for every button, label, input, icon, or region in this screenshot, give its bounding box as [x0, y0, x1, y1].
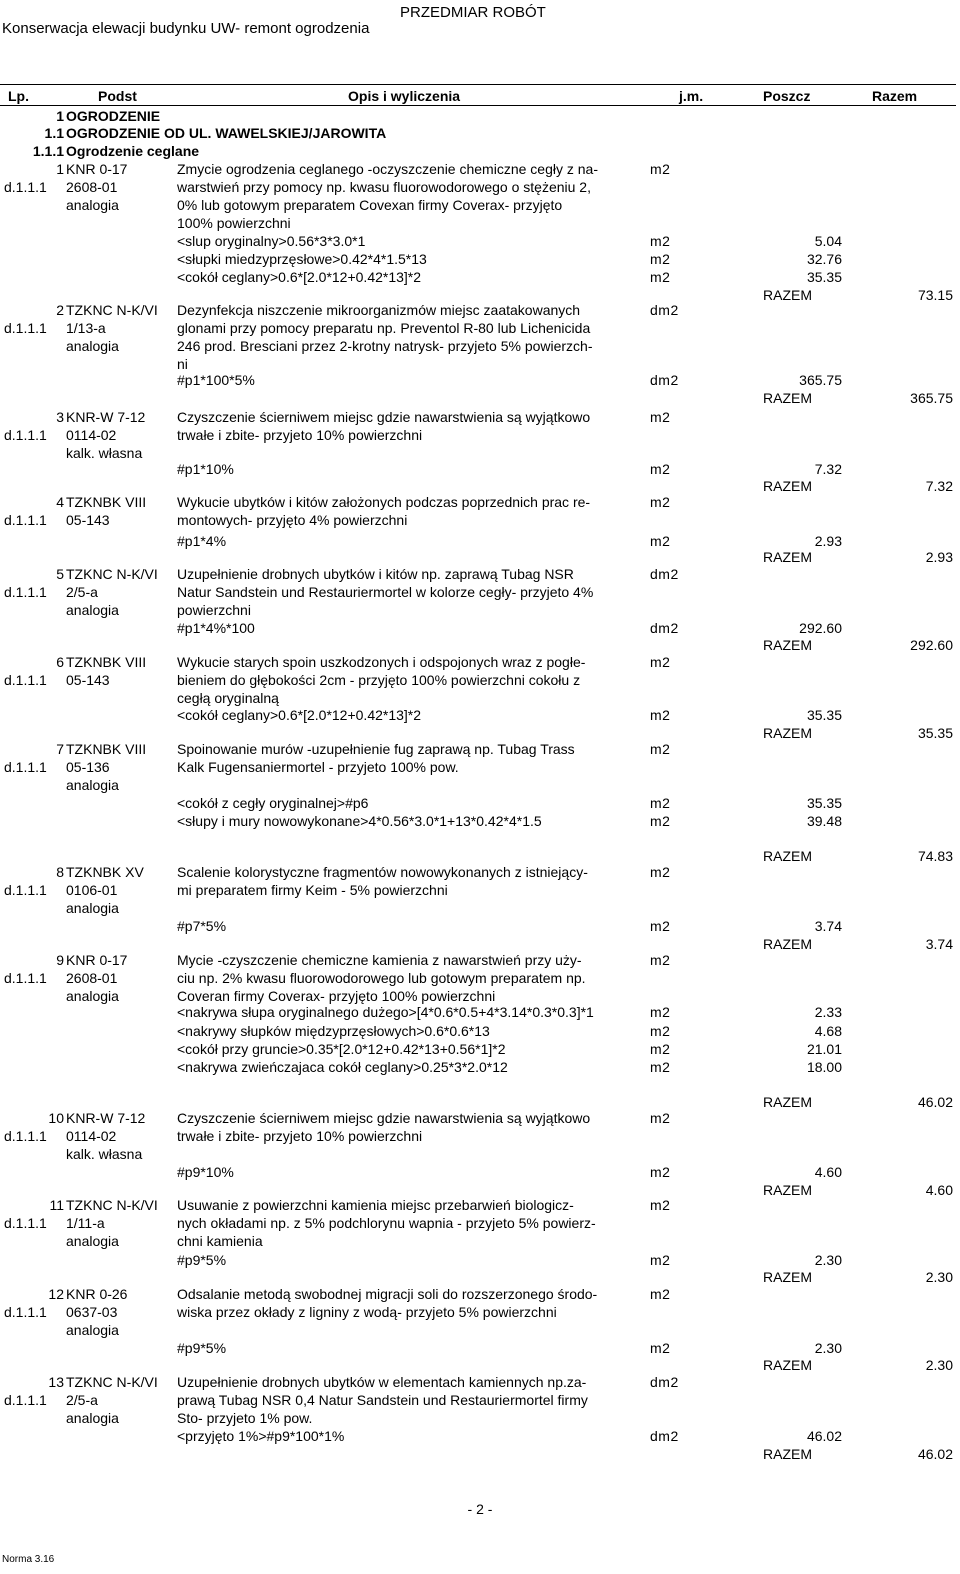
calculation-formula: <cokół ceglany>0.6*[2.0*12+0.42*13]*2 — [177, 269, 422, 285]
calculation-formula: #p9*5% — [177, 1252, 227, 1268]
item-chapter-code: d.1.1.1 — [4, 512, 47, 528]
item-unit: m2 — [650, 1286, 671, 1302]
item-basis-line: KNR-W 7-12 — [66, 1110, 146, 1126]
calculation-unit: dm2 — [650, 1428, 679, 1444]
item-unit: m2 — [650, 494, 671, 510]
razem-label: RAZEM — [763, 848, 812, 864]
razem-label: RAZEM — [763, 1446, 812, 1462]
item-description-line: chni kamienia — [177, 1233, 263, 1249]
item-basis-line: analogia — [66, 1233, 119, 1249]
calculation-formula: #p1*4% — [177, 533, 227, 549]
item-description-line: Kalk Fugensaniermortel - przyjeto 100% pow. — [177, 759, 459, 775]
calculation-unit: m2 — [650, 251, 671, 267]
calculation-formula: #p9*5% — [177, 1340, 227, 1356]
calculation-value: 39.48 — [806, 813, 842, 829]
item-basis-line: TZKNC N-K/VI — [66, 1374, 158, 1390]
calculation-value: 2.30 — [814, 1340, 842, 1356]
item-number: 5 — [56, 566, 64, 582]
item-basis-line: KNR-W 7-12 — [66, 409, 146, 425]
item-total: 74.83 — [917, 848, 953, 864]
item-number: 11 — [49, 1197, 64, 1213]
calculation-value: 2.30 — [814, 1252, 842, 1268]
item-basis-line: 0106-01 — [66, 882, 118, 898]
item-chapter-code: d.1.1.1 — [4, 970, 47, 986]
item-basis-line: analogia — [66, 1410, 119, 1426]
item-number: 3 — [56, 409, 64, 425]
calculation-formula: #p9*10% — [177, 1164, 234, 1180]
razem-label: RAZEM — [763, 287, 812, 303]
item-total: 4.60 — [925, 1182, 953, 1198]
item-description-line: nych okładami np. z 5% podchlorynu wapnia - przyjeto 5% powierz- — [177, 1215, 596, 1231]
item-basis-line: analogia — [66, 900, 119, 916]
item-number: 9 — [56, 952, 64, 968]
calculation-value: 21.01 — [806, 1041, 842, 1057]
item-basis-line: KNR 0-17 — [66, 952, 128, 968]
item-description-line: prawą Tubag NSR 0,4 Natur Sandstein und Restauriermortel firmy — [177, 1392, 588, 1408]
col-header-razem: Razem — [872, 88, 918, 104]
calculation-formula: #p1*4%*100 — [177, 620, 255, 636]
item-basis-line: TZKNBK VIII — [66, 494, 147, 510]
calculation-value: 2.93 — [814, 533, 842, 549]
item-chapter-code: d.1.1.1 — [4, 1304, 47, 1320]
document-type: PRZEDMIAR ROBÓT — [400, 4, 546, 21]
calculation-value: 5.04 — [814, 233, 842, 249]
item-basis-line: kalk. własna — [66, 445, 143, 461]
item-basis-line: 0637-03 — [66, 1304, 118, 1320]
item-chapter-code: d.1.1.1 — [4, 882, 47, 898]
col-header-lp: Lp. — [8, 88, 29, 104]
section-number: 1.1 — [44, 125, 64, 141]
item-chapter-code: d.1.1.1 — [4, 672, 47, 688]
item-total: 46.02 — [917, 1446, 953, 1462]
calculation-formula: <słupy i mury nowowykonane>4*0.56*3.0*1+13*0.42*4*1.5 — [177, 813, 542, 829]
razem-label: RAZEM — [763, 725, 812, 741]
item-description-line: Usuwanie z powierzchni kamienia miejsc przebarwień biologicz- — [177, 1197, 574, 1213]
item-description-line: powierzchni — [177, 602, 251, 618]
norma-version: Norma 3.16 — [2, 1554, 55, 1565]
item-description-line: Sto- przyjeto 1% pow. — [177, 1410, 313, 1426]
calculation-value: 2.33 — [814, 1004, 842, 1020]
item-description-line: Czyszczenie ścierniwem miejsc gdzie nawarstwienia są wyjątkowo — [177, 409, 591, 425]
item-number: 7 — [56, 741, 64, 757]
item-chapter-code: d.1.1.1 — [4, 179, 47, 195]
calculation-value: 35.35 — [806, 269, 842, 285]
calculation-unit: dm2 — [650, 620, 679, 636]
item-description-line: Czyszczenie ścierniwem miejsc gdzie nawarstwienia są wyjątkowo — [177, 1110, 591, 1126]
document-title: Konserwacja elewacji budynku UW- remont ogrodzenia — [2, 20, 370, 37]
item-number: 4 — [56, 494, 64, 510]
item-unit: m2 — [650, 952, 671, 968]
calculation-formula: #p7*5% — [177, 918, 227, 934]
item-basis-line: KNR 0-17 — [66, 161, 128, 177]
item-total: 7.32 — [925, 478, 953, 494]
item-description-line: bieniem do głębokości 2cm - przyjęto 100% powierzchni cokołu z — [177, 672, 581, 688]
item-number: 1 — [56, 161, 64, 177]
item-description-line: 246 prod. Bresciani przez 2-krotny natrysk- przyjeto 5% powierzch- — [177, 338, 593, 354]
calculation-value: 46.02 — [806, 1428, 842, 1444]
item-unit: m2 — [650, 1110, 671, 1126]
calculation-unit: m2 — [650, 233, 671, 249]
item-chapter-code: d.1.1.1 — [4, 759, 47, 775]
calculation-value: 365.75 — [799, 372, 842, 388]
razem-label: RAZEM — [763, 637, 812, 653]
calculation-value: 18.00 — [806, 1059, 842, 1075]
item-total: 365.75 — [910, 390, 953, 406]
item-chapter-code: d.1.1.1 — [4, 427, 47, 443]
header-rule-bottom — [0, 105, 956, 106]
item-description-line: trwałe i zbite- przyjeto 10% powierzchni — [177, 427, 423, 443]
page-number: - 2 - — [467, 1501, 493, 1517]
item-description-line: Uzupełnienie drobnych ubytków i kitów np. zaprawą Tubag NSR — [177, 566, 574, 582]
item-basis-line: 0114-02 — [66, 1128, 117, 1144]
item-description-line: Spoinowanie murów -uzupełnienie fug zaprawą np. Tubag Trass — [177, 741, 575, 757]
item-number: 2 — [56, 302, 64, 318]
calculation-unit: m2 — [650, 918, 671, 934]
item-basis-line: 2608-01 — [66, 179, 118, 195]
razem-label: RAZEM — [763, 1357, 812, 1373]
calculation-unit: m2 — [650, 1023, 671, 1039]
calculation-unit: m2 — [650, 1059, 671, 1075]
calculation-unit: m2 — [650, 1041, 671, 1057]
col-header-jm: j.m. — [679, 88, 704, 104]
item-description-line: Wykucie starych spoin uszkodzonych i odspojonych wraz z pogłe- — [177, 654, 586, 670]
item-description-line: wiska przez okłady z ligniny z wodą- przyjeto 5% powierzchni — [177, 1304, 557, 1320]
section-number: 1.1.1 — [32, 143, 64, 159]
item-total: 292.60 — [910, 637, 953, 653]
calculation-unit: m2 — [650, 813, 671, 829]
item-number: 13 — [48, 1374, 64, 1390]
item-description-line: montowych- przyjęto 4% powierzchni — [177, 512, 408, 528]
item-description-line: Natur Sandstein und Restauriermortel w kolorze cegły- przyjeto 4% — [177, 584, 594, 600]
col-header-poszcz: Poszcz — [763, 88, 811, 104]
calculation-value: 4.60 — [814, 1164, 842, 1180]
calculation-formula: <przyjęto 1%>#p9*100*1% — [177, 1428, 345, 1444]
item-total: 35.35 — [917, 725, 953, 741]
calculation-unit: m2 — [650, 707, 671, 723]
item-basis-line: analogia — [66, 988, 119, 1004]
item-basis-line: TZKNC N-K/VI — [66, 566, 158, 582]
item-basis-line: TZKNC N-K/VI — [66, 302, 158, 318]
item-total: 46.02 — [917, 1094, 953, 1110]
item-description-line: Uzupełnienie drobnych ubytków w elementach kamiennych np.za- — [177, 1374, 587, 1390]
item-description-line: mi preparatem firmy Keim - 5% powierzchni — [177, 882, 448, 898]
calculation-formula: <nakrywy słupków międzyprzęsłowych>0.6*0.6*13 — [177, 1023, 490, 1039]
item-description-line: 100% powierzchni — [177, 215, 291, 231]
item-number: 8 — [56, 864, 64, 880]
item-unit: m2 — [650, 864, 671, 880]
calculation-formula: <nakrywa zwieńczajaca cokół ceglany>0.25*3*2.0*12 — [177, 1059, 508, 1075]
item-description-line: 0% lub gotowym preparatem Covexan firmy Coverax- przyjęto — [177, 197, 563, 213]
item-basis-line: KNR 0-26 — [66, 1286, 128, 1302]
item-description-line: warstwień przy pomocy np. kwasu fluorowodorowego o stężeniu 2, — [177, 179, 591, 195]
item-basis-line: TZKNBK VIII — [66, 741, 147, 757]
item-description-line: cegłą oryginalną — [177, 690, 279, 706]
calculation-unit: m2 — [650, 461, 671, 477]
item-basis-line: 05-143 — [66, 512, 110, 528]
calculation-value: 3.74 — [814, 918, 842, 934]
calculation-unit: dm2 — [650, 372, 679, 388]
calculation-unit: m2 — [650, 1340, 671, 1356]
item-description-line: ciu np. 2% kwasu fluorowodorowego lub gotowym preparatem np. — [177, 970, 586, 986]
item-description-line: ni — [177, 356, 188, 372]
item-basis-line: 1/13-a — [66, 320, 106, 336]
item-basis-line: analogia — [66, 602, 119, 618]
calculation-unit: m2 — [650, 533, 671, 549]
item-description-line: glonami przy pomocy preparatu np. Preventol R-80 lub Lichenicida — [177, 320, 591, 336]
item-basis-line: analogia — [66, 1322, 119, 1338]
calculation-formula: <nakrywa słupa oryginalnego dużego>[4*0.6*0.5+4*3.14*0.3*0.3]*1 — [177, 1004, 594, 1020]
calculation-formula: <slup oryginalny>0.56*3*3.0*1 — [177, 233, 366, 249]
calculation-value: 35.35 — [806, 707, 842, 723]
item-number: 12 — [48, 1286, 64, 1302]
calculation-unit: m2 — [650, 1164, 671, 1180]
item-basis-line: analogia — [66, 777, 119, 793]
item-description-line: Coveran firmy Coverax- przyjęto 100% powierzchni — [177, 988, 496, 1004]
item-number: 6 — [56, 654, 64, 670]
item-chapter-code: d.1.1.1 — [4, 1215, 47, 1231]
calculation-formula: <słupki miedzyprzęsłowe>0.42*4*1.5*13 — [177, 251, 427, 267]
item-total: 2.93 — [925, 549, 953, 565]
item-number: 10 — [48, 1110, 64, 1126]
item-unit: dm2 — [650, 566, 679, 582]
item-basis-line: 2/5-a — [66, 1392, 98, 1408]
section-title: OGRODZENIE — [66, 108, 161, 124]
razem-label: RAZEM — [763, 549, 812, 565]
item-description-line: Mycie -czyszczenie chemiczne kamienia z nawarstwień przy uży- — [177, 952, 582, 968]
razem-label: RAZEM — [763, 1182, 812, 1198]
col-header-podst: Podst — [98, 88, 137, 104]
section-title: OGRODZENIE OD UL. WAWELSKIEJ/JAROWITA — [66, 125, 387, 141]
item-total: 2.30 — [925, 1269, 953, 1285]
calculation-value: 32.76 — [806, 251, 842, 267]
item-basis-line: TZKNBK XV — [66, 864, 144, 880]
col-header-opis: Opis i wyliczenia — [348, 88, 461, 104]
razem-label: RAZEM — [763, 478, 812, 494]
calculation-unit: m2 — [650, 795, 671, 811]
item-chapter-code: d.1.1.1 — [4, 320, 47, 336]
item-basis-line: analogia — [66, 338, 119, 354]
header-rule-top — [0, 84, 956, 85]
item-unit: dm2 — [650, 1374, 679, 1390]
item-basis-line: kalk. własna — [66, 1146, 143, 1162]
item-chapter-code: d.1.1.1 — [4, 1128, 47, 1144]
item-basis-line: 2608-01 — [66, 970, 118, 986]
razem-label: RAZEM — [763, 390, 812, 406]
item-description-line: trwałe i zbite- przyjeto 10% powierzchni — [177, 1128, 423, 1144]
item-basis-line: 0114-02 — [66, 427, 117, 443]
item-basis-line: 2/5-a — [66, 584, 98, 600]
item-chapter-code: d.1.1.1 — [4, 1392, 47, 1408]
calculation-unit: m2 — [650, 1004, 671, 1020]
item-unit: m2 — [650, 409, 671, 425]
item-unit: dm2 — [650, 302, 679, 318]
item-basis-line: 05-136 — [66, 759, 110, 775]
razem-label: RAZEM — [763, 1094, 812, 1110]
section-title: Ogrodzenie ceglane — [66, 143, 200, 159]
razem-label: RAZEM — [763, 936, 812, 952]
calculation-unit: m2 — [650, 269, 671, 285]
item-unit: m2 — [650, 161, 671, 177]
calculation-value: 292.60 — [799, 620, 842, 636]
calculation-value: 4.68 — [814, 1023, 842, 1039]
calculation-formula: <cokół z cegły oryginalnej>#p6 — [177, 795, 369, 811]
calculation-formula: #p1*100*5% — [177, 372, 255, 388]
item-unit: m2 — [650, 741, 671, 757]
item-basis-line: TZKNBK VIII — [66, 654, 147, 670]
item-basis-line: TZKNC N-K/VI — [66, 1197, 158, 1213]
item-description-line: Scalenie kolorystyczne fragmentów nowowykonanych z istniejący- — [177, 864, 588, 880]
razem-label: RAZEM — [763, 1269, 812, 1285]
item-total: 73.15 — [917, 287, 953, 303]
item-basis-line: analogia — [66, 197, 119, 213]
item-description-line: Wykucie ubytków i kitów założonych podczas poprzednich prac re- — [177, 494, 591, 510]
item-description-line: Odsalanie metodą swobodnej migracji soli do rozszerzonego środo- — [177, 1286, 598, 1302]
item-unit: m2 — [650, 654, 671, 670]
item-description-line: Zmycie ogrodzenia ceglanego -oczyszczenie chemiczne cegły z na- — [177, 161, 598, 177]
section-number: 1 — [56, 108, 64, 124]
calculation-unit: m2 — [650, 1252, 671, 1268]
calculation-value: 7.32 — [814, 461, 842, 477]
calculation-formula: <cokół przy gruncie>0.35*[2.0*12+0.42*13+0.56*1]*2 — [177, 1041, 506, 1057]
item-description-line: Dezynfekcja niszczenie mikroorganizmów miejsc zaatakowanych — [177, 302, 581, 318]
item-unit: m2 — [650, 1197, 671, 1213]
calculation-formula: #p1*10% — [177, 461, 234, 477]
item-chapter-code: d.1.1.1 — [4, 584, 47, 600]
item-total: 2.30 — [925, 1357, 953, 1373]
calculation-value: 35.35 — [806, 795, 842, 811]
item-basis-line: 05-143 — [66, 672, 110, 688]
item-total: 3.74 — [925, 936, 953, 952]
calculation-formula: <cokół ceglany>0.6*[2.0*12+0.42*13]*2 — [177, 707, 422, 723]
item-basis-line: 1/11-a — [66, 1215, 105, 1231]
